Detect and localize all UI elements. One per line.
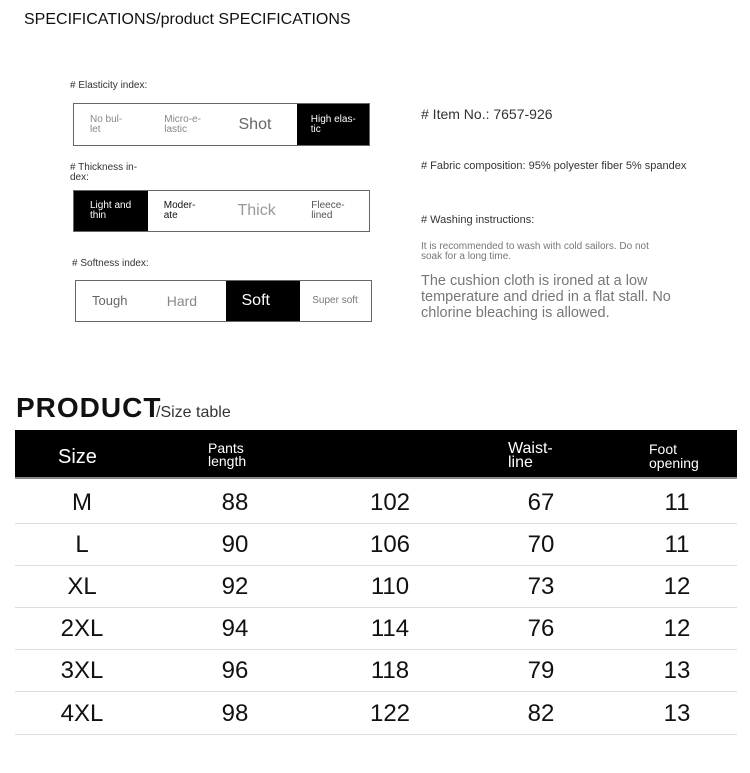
size-cell: L bbox=[75, 531, 89, 558]
item-number: # Item No.: 7657-926 bbox=[421, 106, 553, 122]
waistline-cell: 79 bbox=[527, 657, 555, 684]
size-cell: M bbox=[72, 489, 92, 516]
pants-length-cell: 98 bbox=[221, 700, 249, 727]
column-header-waistline: Waist- line bbox=[508, 440, 553, 471]
thickness-option: Fleece- lined bbox=[311, 200, 345, 221]
table-row bbox=[15, 524, 737, 566]
waistline-cell: 70 bbox=[527, 531, 555, 558]
table-row bbox=[15, 566, 737, 608]
column-header-size: Size bbox=[58, 446, 97, 468]
pants-length-cell: 94 bbox=[221, 615, 249, 642]
waistline-cell: 76 bbox=[527, 615, 555, 642]
pants-length-cell: 90 bbox=[221, 531, 249, 558]
washing-note: It is recommended to wash with cold sailors. Do not soak for a long time. bbox=[421, 241, 649, 262]
thickness-label: # Thickness in- dex: bbox=[70, 162, 138, 183]
column-header-foot-opening: Foot opening bbox=[649, 441, 699, 471]
foot-opening-cell: 13 bbox=[663, 700, 691, 727]
elasticity-option: Micro-e- lastic bbox=[164, 113, 201, 135]
size-cell: 4XL bbox=[60, 700, 104, 727]
elasticity-option: Shot bbox=[238, 115, 272, 133]
foot-opening-cell: 12 bbox=[663, 573, 691, 600]
column-header-pants-length: Pants length bbox=[208, 440, 247, 469]
table-row bbox=[15, 482, 737, 524]
measure-cell: 110 bbox=[370, 573, 410, 600]
washing-title: # Washing instructions: bbox=[421, 214, 535, 226]
elasticity-label: # Elasticity index: bbox=[70, 80, 148, 91]
washing-detail: The cushion cloth is ironed at a low temperature and dried in a flat stall. No chlorine bleaching is allowed. bbox=[421, 273, 671, 321]
thickness-option: Thick bbox=[237, 202, 276, 219]
elasticity-option-selected: High elas- tic bbox=[297, 104, 369, 145]
pants-length-cell: 88 bbox=[221, 489, 249, 516]
measure-cell: 106 bbox=[369, 531, 411, 558]
table-row bbox=[15, 608, 737, 650]
size-table-header bbox=[15, 430, 737, 479]
table-row bbox=[15, 693, 737, 735]
foot-opening-cell: 11 bbox=[664, 489, 690, 516]
elasticity-option: No bul- let bbox=[90, 113, 123, 135]
softness-option: Hard bbox=[166, 293, 198, 309]
measure-cell: 114 bbox=[370, 615, 410, 642]
elasticity-scale bbox=[73, 103, 370, 146]
foot-opening-cell: 13 bbox=[663, 657, 691, 684]
table-row bbox=[15, 650, 737, 692]
measure-cell: 118 bbox=[370, 657, 410, 684]
waistline-cell: 67 bbox=[527, 489, 555, 516]
page-title: SPECIFICATIONS/product SPECIFICATIONS bbox=[24, 11, 351, 28]
size-cell: 3XL bbox=[60, 657, 104, 684]
thickness-option-selected: Light and thin bbox=[74, 191, 148, 231]
softness-option-selected: Soft bbox=[226, 281, 301, 321]
foot-opening-cell: 12 bbox=[663, 615, 691, 642]
softness-scale bbox=[75, 280, 372, 322]
size-table-heading: PRODUCT bbox=[16, 392, 162, 423]
size-table-subheading: /Size table bbox=[156, 404, 231, 421]
waistline-cell: 82 bbox=[527, 700, 555, 727]
pants-length-cell: 92 bbox=[221, 573, 249, 600]
thickness-scale bbox=[73, 190, 370, 232]
thickness-option: Moder- ate bbox=[163, 200, 196, 221]
waistline-cell: 73 bbox=[527, 573, 555, 600]
softness-label: # Softness index: bbox=[72, 258, 149, 269]
measure-cell: 122 bbox=[369, 700, 411, 727]
softness-option: Super soft bbox=[312, 295, 358, 306]
pants-length-cell: 96 bbox=[221, 657, 249, 684]
measure-cell: 102 bbox=[369, 489, 411, 516]
size-cell: 2XL bbox=[60, 615, 104, 642]
softness-option: Tough bbox=[92, 293, 128, 308]
fabric-composition: # Fabric composition: 95% polyester fiber 5% spandex bbox=[421, 160, 687, 172]
size-cell: XL bbox=[67, 573, 97, 600]
foot-opening-cell: 11 bbox=[664, 531, 690, 558]
